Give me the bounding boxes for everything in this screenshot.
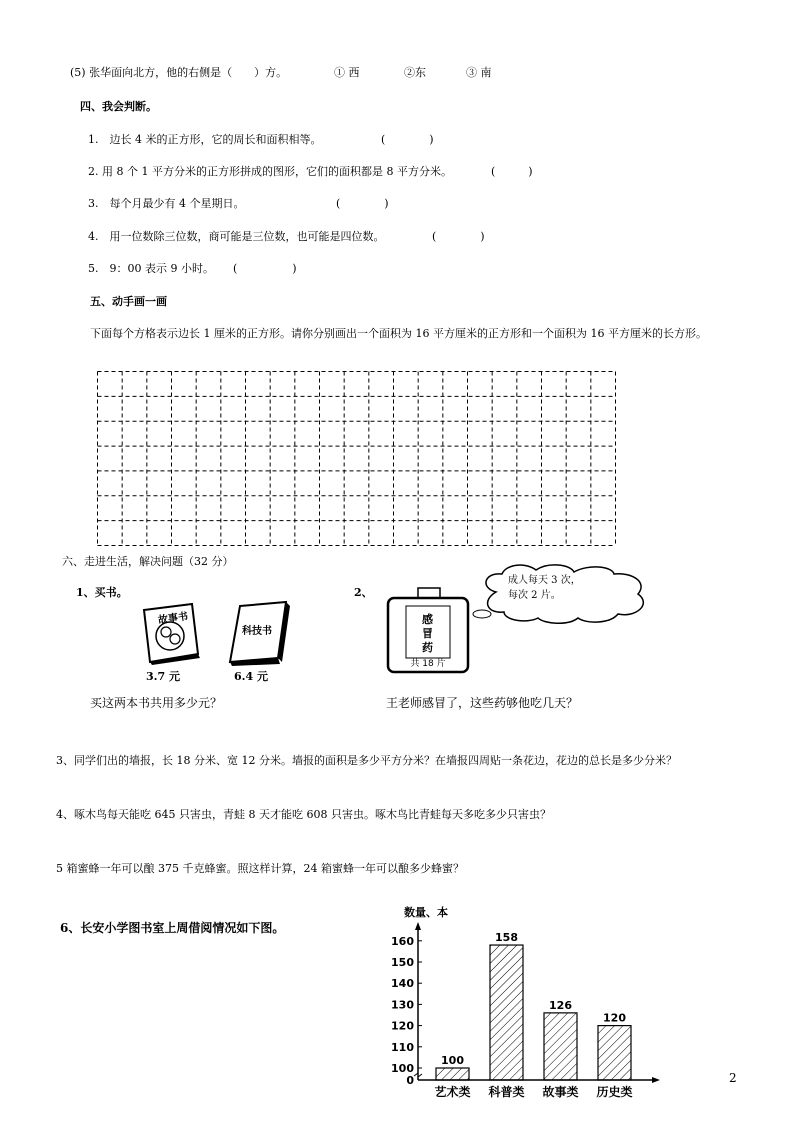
- science-book-image: [226, 600, 292, 666]
- judge-item-3: 3. 每个月最少有 4 个星期日。: [88, 197, 245, 210]
- y-tick-label: 110: [391, 1040, 414, 1054]
- book1-price: 3.7 元: [146, 670, 180, 683]
- problem1-label: 1、买书。: [76, 586, 128, 599]
- book2-price: 6.4 元: [234, 670, 268, 683]
- judge-paren-5[interactable]: ( ): [233, 262, 297, 275]
- y-tick-label: 100: [391, 1062, 414, 1075]
- bottle-label: 感冒药: [422, 613, 433, 654]
- section4-title: 四、我会判断。: [80, 100, 157, 113]
- q5-text: (5) 张华面向北方，他的右侧是（ ）方。: [70, 66, 288, 79]
- judge-item-5: 5. 9：00 表示 9 小时。: [88, 262, 214, 275]
- problem3-text: 3、同学们出的墙报，长 18 分米、宽 12 分米。墙报的面积是多少平方分米？在墙报四周贴一条花边，花边的总长是多少分米？: [56, 754, 677, 767]
- story-book-image: [138, 602, 202, 666]
- q5-option-2: ②东: [404, 66, 426, 79]
- judge-item-2: 2. 用 8 个 1 平方分米的正方形拼成的图形，它们的面积都是 8 平方分米。: [88, 165, 452, 178]
- bar: [490, 945, 523, 1080]
- bubble-line-1: 成人每天 3 次，: [508, 575, 581, 586]
- problem6-text: 6、长安小学图书室上周借阅情况如下图。: [60, 921, 285, 935]
- bar-value-label: 158: [495, 931, 518, 945]
- y-tick-label: 150: [391, 956, 414, 969]
- x-axis-arrow: [652, 1077, 660, 1083]
- bubble-line-2: 每次 2 片。: [508, 590, 561, 601]
- judge-paren-3[interactable]: ( ): [336, 197, 389, 210]
- y-tick-label: 160: [391, 934, 414, 948]
- drawing-grid[interactable]: [97, 371, 616, 546]
- bar-value-label: 126: [549, 998, 572, 1012]
- problem2-question: 王老师感冒了，这些药够他吃几天？: [386, 696, 579, 710]
- y-tick-label: 130: [391, 998, 414, 1012]
- speech-bubble: [474, 562, 654, 626]
- bar: [544, 1013, 577, 1080]
- story-book-title: 故事书: [157, 611, 189, 627]
- page-number: 2: [729, 1071, 737, 1085]
- y-axis-arrow: [415, 922, 421, 930]
- q5-option-1: ① 西: [334, 66, 360, 79]
- judge-paren-1[interactable]: ( ): [381, 133, 434, 146]
- judge-item-1: 1. 边长 4 米的正方形，它的周长和面积相等。: [88, 133, 322, 146]
- q5-option-3: ③ 南: [466, 66, 492, 79]
- section5-title: 五、动手画一画: [90, 295, 167, 308]
- problem1-question: 买这两本书共用多少元？: [90, 696, 223, 710]
- judge-item-4: 4. 用一位数除三位数，商可能是三位数，也可能是四位数。: [88, 230, 385, 243]
- problem5-text: 5 箱蜜蜂一年可以酿 375 千克蜂蜜。照这样计算，24 箱蜜蜂一年可以酿多少蜂蜜？: [56, 862, 464, 875]
- problem4-text: 4、啄木鸟每天能吃 645 只害虫，青蛙 8 天才能吃 608 只害虫。啄木鸟比青蛙每天多吃多少只害虫？: [56, 808, 551, 821]
- y-tick-label: 120: [391, 1019, 414, 1033]
- y-tick-label: 0: [406, 1074, 414, 1087]
- judge-paren-4[interactable]: ( ): [432, 230, 485, 243]
- category-label: 故事类: [542, 1085, 579, 1099]
- section5-instruction: 下面每个方格表示边长 1 厘米的正方形。请你分别画出一个面积为 16 平方厘米的正方形和一个面积为 16 平方厘米的长方形。: [90, 327, 707, 340]
- problem2-label: 2、: [354, 586, 373, 599]
- section6-title: 六、走进生活，解决问题（32 分）: [62, 555, 234, 568]
- chart-ylabel: 数量、本: [404, 906, 448, 919]
- judge-paren-2[interactable]: ( ): [491, 165, 533, 178]
- bar: [598, 1026, 631, 1080]
- y-tick-label: 140: [391, 977, 414, 991]
- category-label: 历史类: [596, 1085, 633, 1099]
- bottle-count: 共 18 片: [410, 659, 446, 669]
- borrowing-bar-chart: [360, 898, 670, 1104]
- bar: [436, 1068, 469, 1080]
- category-label: 科普类: [488, 1085, 525, 1099]
- science-book-title: 科技书: [242, 626, 272, 637]
- bar-value-label: 100: [441, 1054, 464, 1067]
- axis-break-mark: [414, 1073, 422, 1077]
- category-label: 艺术类: [434, 1085, 471, 1099]
- bar-value-label: 120: [603, 1011, 626, 1025]
